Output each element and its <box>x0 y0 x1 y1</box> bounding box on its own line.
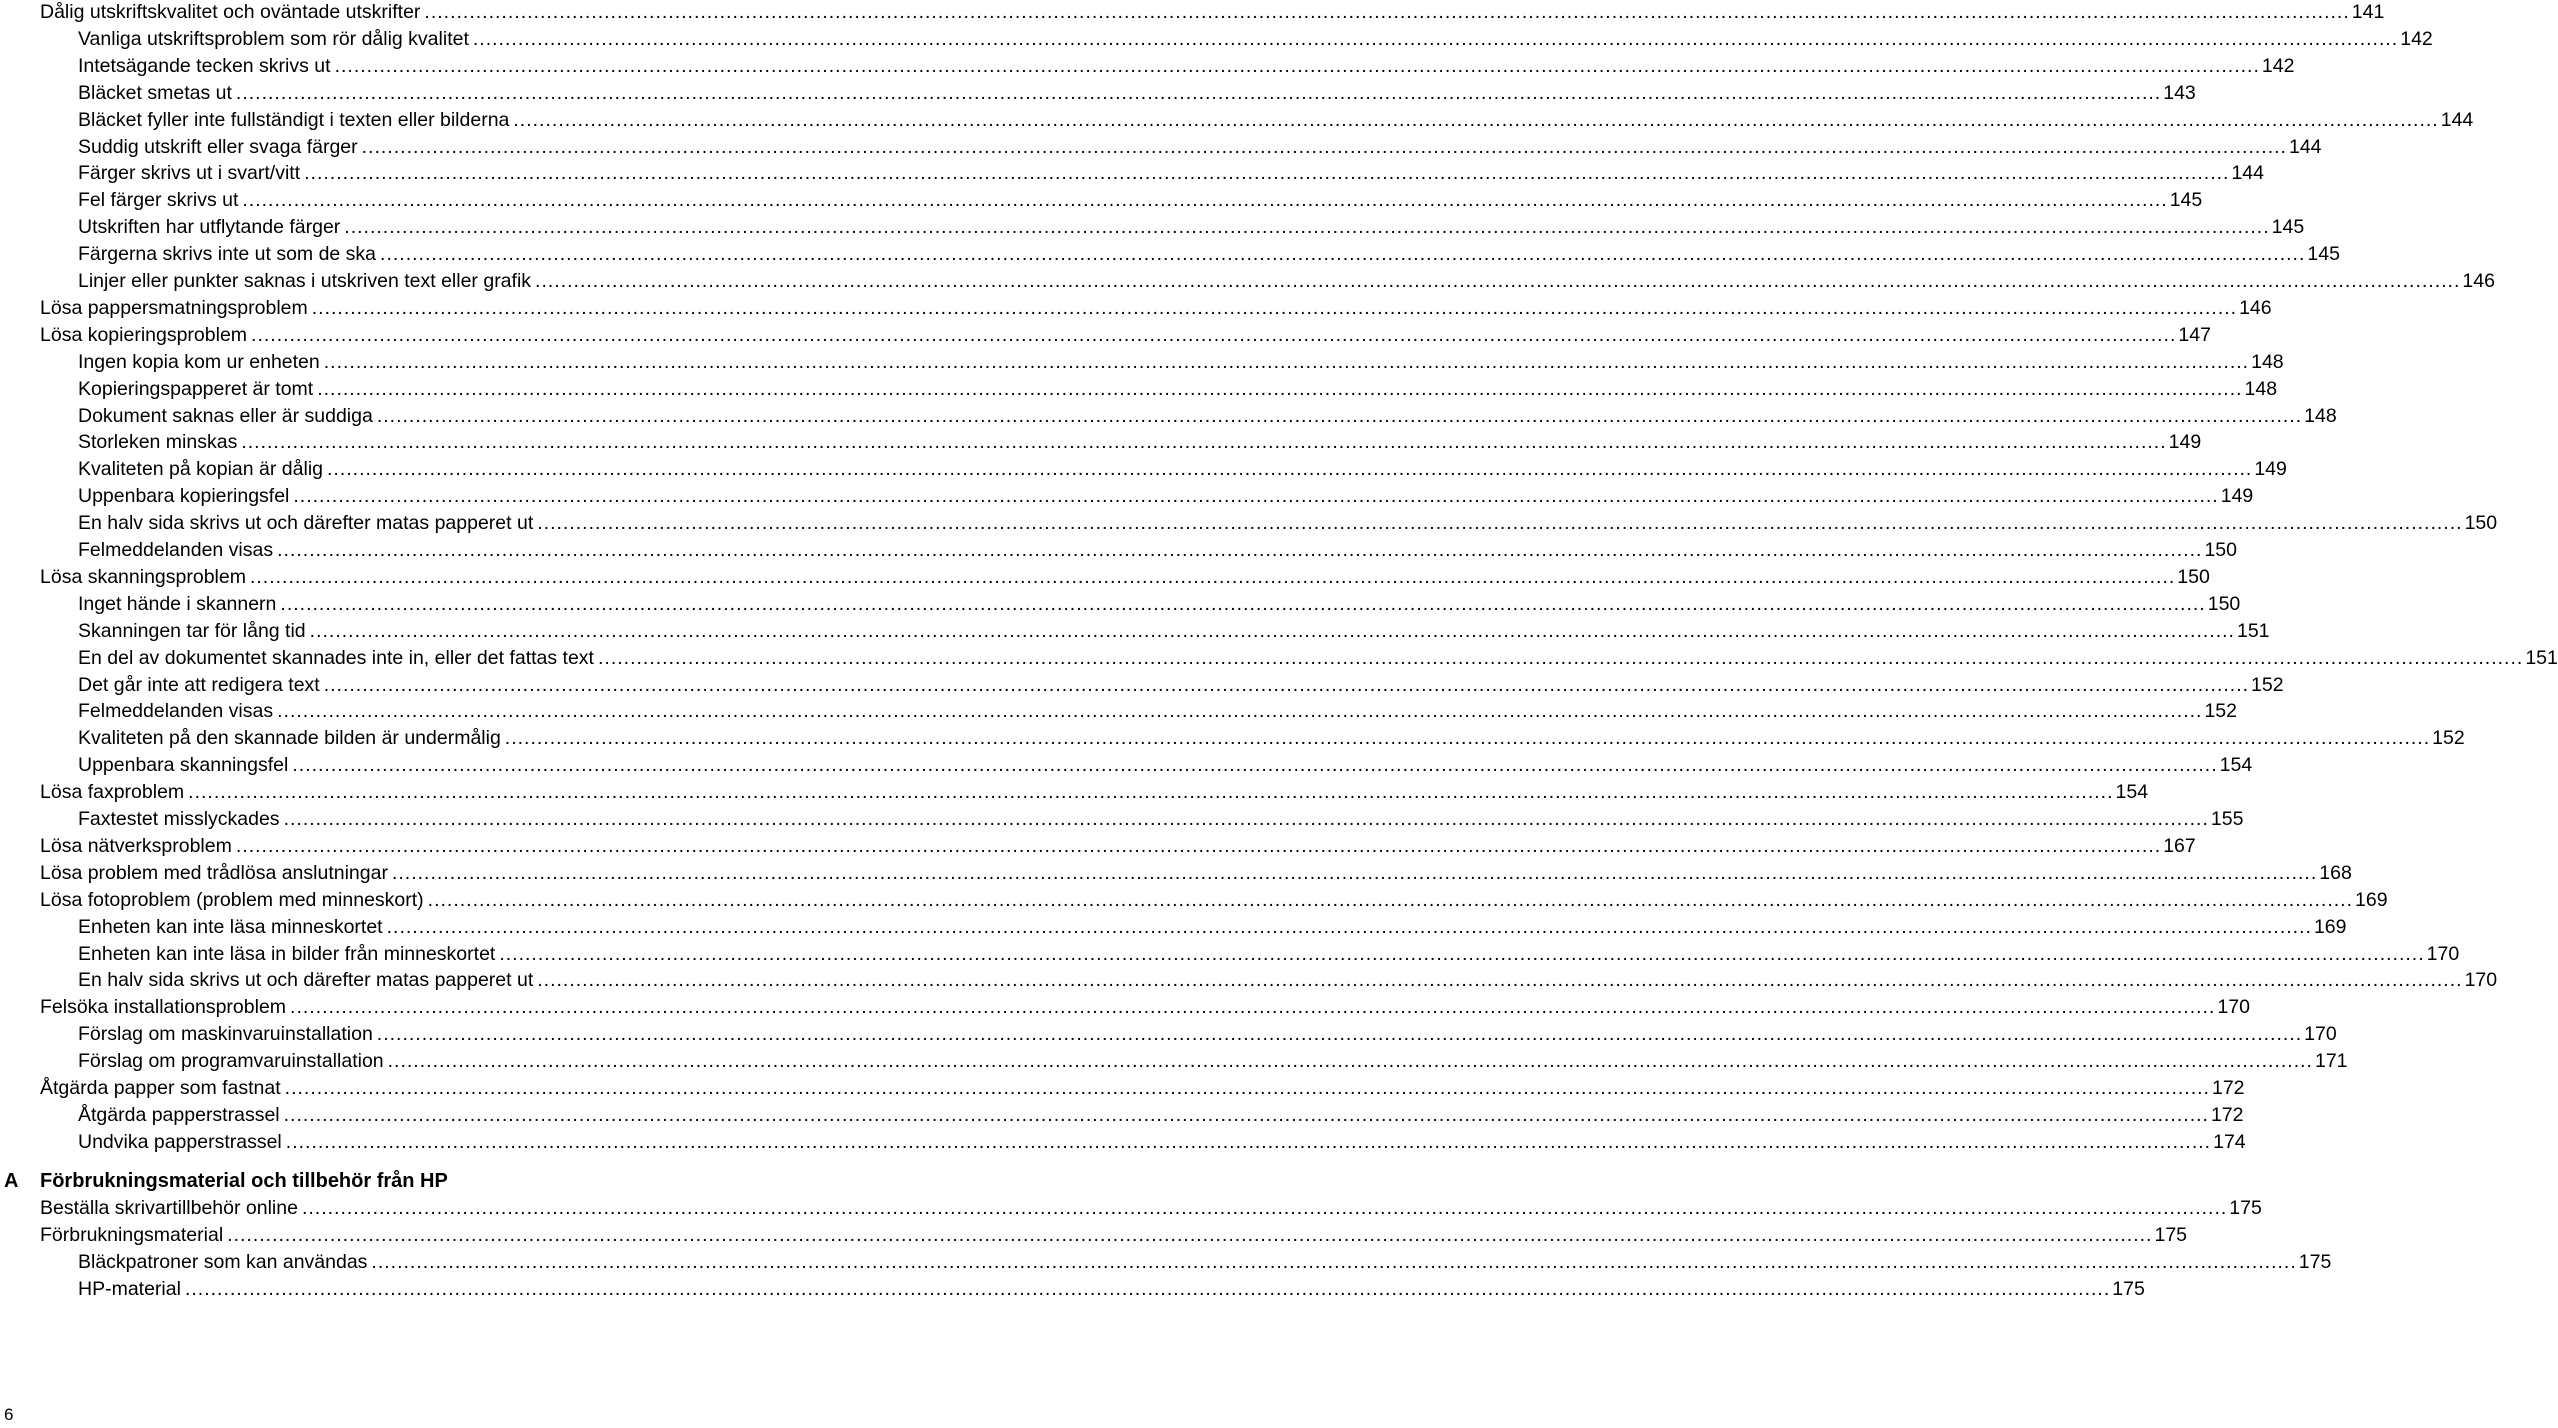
toc-entry[interactable] <box>78 1129 2246 1155</box>
toc-entry-title: Suddig utskrift eller svaga färger <box>78 135 358 158</box>
toc-entry[interactable] <box>40 994 2250 1020</box>
toc-entry[interactable] <box>78 107 2474 133</box>
toc-entry-title: Förslag om maskinvaruinstallation <box>78 1023 373 1046</box>
toc-entry-page: 152 <box>2204 700 2237 723</box>
toc-entry[interactable] <box>78 160 2264 186</box>
dot-leader: ............................................................................................................................................................................................................................................................................................................ <box>290 996 2216 1019</box>
toc-entry-title: En halv sida skrivs ut och därefter matas papperet ut <box>78 969 534 992</box>
toc-entry-page: 175 <box>2112 1277 2145 1300</box>
toc-entry-title: Förbrukningsmaterial <box>40 1223 224 1246</box>
toc-entry-title: Förslag om programvaruinstallation <box>78 1050 384 1073</box>
toc-entry-title: Åtgärda papperstrassel <box>78 1103 280 1126</box>
toc-entry-page: 170 <box>2217 996 2250 1019</box>
dot-leader: ............................................................................................................................................................................................................................................................................................................ <box>301 1197 2228 1219</box>
toc-entry-title: Felsöka installationsproblem <box>40 996 287 1019</box>
toc-entry-page: 149 <box>2254 458 2287 481</box>
dot-leader: ............................................................................................................................................................................................................................................................................................................ <box>376 404 2303 427</box>
dot-leader: ............................................................................................................................................................................................................................................................................................................ <box>242 189 2168 212</box>
toc-entry-title: Lösa kopieringsproblem <box>40 323 248 346</box>
toc-entry-page: 175 <box>2298 1250 2332 1273</box>
toc-entry[interactable] <box>40 1222 2188 1248</box>
toc-entry-title: Åtgärda papper som fastnat <box>40 1077 281 1099</box>
dot-leader: ............................................................................................................................................................................................................................................................................................................ <box>277 539 2203 561</box>
toc-entry-page: 144 <box>2231 162 2264 185</box>
toc-entry-page: 175 <box>2229 1197 2262 1219</box>
toc-entry-page: 152 <box>2432 727 2465 750</box>
toc-entry-page: 151 <box>2525 646 2558 669</box>
toc-entry[interactable] <box>78 645 2558 671</box>
dot-leader: ............................................................................................................................................................................................................................................................................................................ <box>293 485 2219 508</box>
dot-leader: ............................................................................................................................................................................................................................................................................................................ <box>504 727 2431 750</box>
toc-entry-title: Linjer eller punkter saknas i utskriven text eller grafik <box>78 270 532 292</box>
toc-entry-title: Det går inte att redigera text <box>78 673 320 696</box>
toc-entry-title: Dålig utskriftskvalitet och oväntade utskrifter <box>40 1 421 23</box>
toc-entry-title: Storleken minskas <box>78 431 238 454</box>
toc-entry-title: Lösa faxproblem <box>40 781 185 804</box>
dot-leader: ............................................................................................................................................................................................................................................................................................................ <box>334 54 2260 77</box>
dot-leader: ............................................................................................................................................................................................................................................................................................................ <box>380 243 2306 266</box>
toc-entry[interactable] <box>78 698 2237 724</box>
toc-entry[interactable] <box>78 914 2347 940</box>
dot-leader: ............................................................................................................................................................................................................................................................................................................ <box>284 1077 2210 1099</box>
dot-leader: ............................................................................................................................................................................................................................................................................................................ <box>513 108 2439 131</box>
toc-entry-title: Beställa skrivartillbehör online <box>40 1197 298 1219</box>
toc-entry-page: 142 <box>2400 27 2433 50</box>
dot-leader: ............................................................................................................................................................................................................................................................................................................ <box>184 1277 2111 1300</box>
toc-entry[interactable] <box>78 1102 2244 1128</box>
dot-leader: ............................................................................................................................................................................................................................................................................................................ <box>371 1250 2297 1273</box>
dot-leader: ............................................................................................................................................................................................................................................................................................................ <box>304 162 2230 185</box>
toc-entry[interactable] <box>40 564 2210 590</box>
toc-entry[interactable] <box>78 214 2305 240</box>
toc-entry-page: 146 <box>2462 270 2495 292</box>
toc-entry-title: Faxtestet misslyckades <box>78 808 280 830</box>
dot-leader: ............................................................................................................................................................................................................................................................................................................ <box>188 781 2114 804</box>
toc-entry-title: Inget hände i skannern <box>78 592 277 615</box>
dot-leader: ............................................................................................................................................................................................................................................................................................................ <box>283 1103 2209 1126</box>
toc-entry[interactable] <box>78 403 2337 429</box>
toc-entry-page: 151 <box>2236 619 2270 642</box>
toc-entry-title: Bläcket smetas ut <box>78 81 232 104</box>
toc-entry-page: 150 <box>2177 565 2210 588</box>
toc-entry-title: Bläckpatroner som kan användas <box>78 1250 368 1273</box>
toc-entry-title: Uppenbara skanningsfel <box>78 754 289 777</box>
dot-leader: ............................................................................................................................................................................................................................................................................................................ <box>323 350 2250 373</box>
dot-leader: ............................................................................................................................................................................................................................................................................................................ <box>344 216 2270 239</box>
dot-leader: ............................................................................................................................................................................................................................................................................................................ <box>311 296 2238 319</box>
toc-entry-page: 147 <box>2178 323 2211 346</box>
toc-entry-page: 174 <box>2213 1130 2246 1153</box>
toc-entry[interactable] <box>78 941 2460 967</box>
toc-entry-title: Dokument saknas eller är suddiga <box>78 404 373 427</box>
toc-entry-page: 145 <box>2169 189 2203 212</box>
toc-entry[interactable] <box>78 672 2284 698</box>
toc-entry[interactable] <box>78 26 2433 52</box>
toc-entry[interactable] <box>78 1021 2337 1047</box>
toc-entry-title: Ingen kopia kom ur enheten <box>78 350 320 373</box>
toc-entry-page: 148 <box>2304 404 2337 427</box>
toc-entry[interactable] <box>78 483 2254 509</box>
toc-entry[interactable] <box>78 1249 2332 1275</box>
toc-entry-page: 150 <box>2204 539 2237 561</box>
toc-entry[interactable] <box>78 349 2284 375</box>
toc-entry-page: 144 <box>2440 108 2474 131</box>
toc-entry-page: 143 <box>2163 81 2196 104</box>
toc-entry[interactable] <box>78 510 2498 536</box>
dot-leader: ............................................................................................................................................................................................................................................................................................................ <box>323 673 2250 696</box>
toc-entry-page: 148 <box>2244 377 2278 400</box>
dot-leader: ............................................................................................................................................................................................................................................................................................................ <box>251 323 2177 346</box>
dot-leader: ............................................................................................................................................................................................................................................................................................................ <box>376 1023 2303 1046</box>
dot-leader: ............................................................................................................................................................................................................................................................................................................ <box>249 565 2176 588</box>
toc-entry[interactable] <box>40 860 2352 886</box>
dot-leader: ............................................................................................................................................................................................................................................................................................................ <box>427 888 2353 911</box>
dot-leader: ............................................................................................................................................................................................................................................................................................................ <box>309 619 2235 642</box>
dot-leader: ............................................................................................................................................................................................................................................................................................................ <box>387 1050 2313 1073</box>
toc-entry-page: 154 <box>2115 781 2149 804</box>
toc-entry-title: Färgerna skrivs inte ut som de ska <box>78 243 377 266</box>
toc-entry[interactable] <box>40 1075 2245 1101</box>
toc-entry[interactable] <box>40 322 2211 348</box>
toc-entry-title: Lösa nätverksproblem <box>40 834 232 857</box>
toc-entry-page: 150 <box>2464 512 2498 535</box>
toc-entry-title: HP-material <box>78 1277 181 1300</box>
toc-entry[interactable] <box>78 1048 2348 1074</box>
toc-entry-page: 150 <box>2207 592 2241 615</box>
toc-entry-page: 169 <box>2355 888 2388 911</box>
toc-entry-title: Felmeddelanden visas <box>78 539 274 561</box>
dot-leader: ............................................................................................................................................................................................................................................................................................................ <box>391 861 2318 884</box>
toc-entry-page: 149 <box>2220 485 2254 508</box>
dot-leader: ............................................................................................................................................................................................................................................................................................................ <box>386 915 2312 938</box>
dot-leader: ............................................................................................................................................................................................................................................................................................................ <box>227 1223 2153 1246</box>
toc-entry[interactable] <box>78 618 2270 644</box>
toc-entry-page: 146 <box>2239 296 2272 319</box>
toc-entry[interactable] <box>78 268 2495 294</box>
toc-entry[interactable] <box>78 134 2322 160</box>
dot-leader: ............................................................................................................................................................................................................................................................................................................ <box>537 969 2463 992</box>
dot-leader: ............................................................................................................................................................................................................................................................................................................ <box>361 135 2287 158</box>
dot-leader: ............................................................................................................................................................................................................................................................................................................ <box>235 81 2162 104</box>
dot-leader: ............................................................................................................................................................................................................................................................................................................ <box>499 942 2425 965</box>
dot-leader: ............................................................................................................................................................................................................................................................................................................ <box>424 1 2350 23</box>
toc-entry-title: Färger skrivs ut i svart/vitt <box>78 162 301 185</box>
toc-entry[interactable] <box>78 80 2196 106</box>
dot-leader: ............................................................................................................................................................................................................................................................................................................ <box>235 834 2162 857</box>
appendix-letter: A <box>4 1170 19 1192</box>
toc-entry-title: Enheten kan inte läsa minneskortet <box>78 915 383 938</box>
toc-entry-title: Lösa fotoproblem (problem med minneskort) <box>40 888 424 911</box>
toc-entry[interactable] <box>78 537 2237 563</box>
toc-entry-title: Fel färger skrivs ut <box>78 189 239 212</box>
dot-leader: ............................................................................................................................................................................................................................................................................................................ <box>535 270 2461 292</box>
toc-entry[interactable] <box>40 1195 2262 1221</box>
dot-leader: ............................................................................................................................................................................................................................................................................................................ <box>285 1130 2212 1153</box>
toc-entry-page: 170 <box>2464 969 2498 992</box>
toc-entry[interactable] <box>78 429 2202 455</box>
toc-entry-title: Undvika papperstrassel <box>78 1130 282 1153</box>
toc-entry[interactable] <box>78 967 2498 993</box>
toc-entry-page: 169 <box>2313 915 2347 938</box>
toc-entry-page: 154 <box>2219 754 2253 777</box>
toc-entry-title: En del av dokumentet skannades inte in, eller det fattas text <box>78 646 594 669</box>
toc-entry-title: Enheten kan inte läsa in bilder från minneskortet <box>78 942 496 965</box>
toc-entry-page: 171 <box>2314 1050 2348 1073</box>
toc-entry-page: 142 <box>2261 54 2295 77</box>
toc-entry[interactable] <box>78 1276 2145 1302</box>
appendix-title: Förbrukningsmaterial och tillbehör från HP <box>40 1170 448 1192</box>
toc-entry-page: 172 <box>2210 1103 2244 1126</box>
dot-leader: ............................................................................................................................................................................................................................................................................................................ <box>597 646 2524 669</box>
toc-entry[interactable] <box>78 456 2287 482</box>
toc-entry[interactable] <box>40 833 2196 859</box>
dot-leader: ............................................................................................................................................................................................................................................................................................................ <box>327 458 2253 481</box>
toc-entry-page: 172 <box>2211 1077 2245 1099</box>
page-number: 6 <box>4 1405 14 1424</box>
toc-entry-page: 141 <box>2351 1 2385 23</box>
toc-entry[interactable] <box>78 725 2465 751</box>
toc-entry-title: Lösa pappersmatningsproblem <box>40 296 308 319</box>
toc-entry-page: 175 <box>2154 1223 2188 1246</box>
toc-entry-title: Skanningen tar för lång tid <box>78 619 306 642</box>
toc-entry-page: 152 <box>2251 673 2284 696</box>
toc-entry[interactable] <box>78 241 2340 267</box>
toc-entry-title: Lösa problem med trådlösa anslutningar <box>40 861 388 884</box>
toc-entry-title: Kvaliteten på kopian är dålig <box>78 458 323 481</box>
dot-leader: ............................................................................................................................................................................................................................................................................................................ <box>317 377 2243 400</box>
toc-entry-page: 145 <box>2307 243 2340 266</box>
toc-entry[interactable] <box>78 806 2244 832</box>
dot-leader: ............................................................................................................................................................................................................................................................................................................ <box>241 431 2167 454</box>
dot-leader: ............................................................................................................................................................................................................................................................................................................ <box>283 808 2209 830</box>
toc-entry-page: 168 <box>2319 861 2352 884</box>
toc-entry[interactable] <box>78 376 2278 402</box>
toc-entry-title: Kvaliteten på den skannade bilden är undermålig <box>78 727 501 750</box>
dot-leader: ............................................................................................................................................................................................................................................................................................................ <box>292 754 2218 777</box>
dot-leader: ............................................................................................................................................................................................................................................................................................................ <box>280 592 2206 615</box>
toc-entry[interactable] <box>78 187 2203 213</box>
toc-entry-title: Kopieringspapperet är tomt <box>78 377 314 400</box>
toc-entry-page: 144 <box>2288 135 2322 158</box>
toc-entry-title: Felmeddelanden visas <box>78 700 274 723</box>
toc-entry[interactable] <box>78 53 2295 79</box>
dot-leader: ............................................................................................................................................................................................................................................................................................................ <box>472 27 2399 50</box>
toc-entry-title: Vanliga utskriftsproblem som rör dålig kvalitet <box>78 27 469 50</box>
toc-entry-page: 170 <box>2426 942 2460 965</box>
toc-entry-page: 145 <box>2271 216 2305 239</box>
toc-entry-title: Bläcket fyller inte fullständigt i texten eller bilderna <box>78 108 510 131</box>
toc-entry[interactable] <box>78 591 2241 617</box>
toc-entry[interactable] <box>40 779 2149 805</box>
toc-entry-title: Intetsägande tecken skrivs ut <box>78 54 331 77</box>
toc-entry-title: En halv sida skrivs ut och därefter matas papperet ut <box>78 512 534 535</box>
dot-leader: ............................................................................................................................................................................................................................................................................................................ <box>277 700 2203 723</box>
toc-entry-title: Utskriften har utflytande färger <box>78 216 341 239</box>
toc-entry-page: 167 <box>2163 834 2196 857</box>
toc-entry-page: 149 <box>2168 431 2202 454</box>
dot-leader: ............................................................................................................................................................................................................................................................................................................ <box>537 512 2463 535</box>
toc-entry[interactable] <box>40 887 2388 913</box>
toc-entry[interactable] <box>78 752 2253 778</box>
toc-entry[interactable] <box>40 0 2385 25</box>
toc-entry-page: 148 <box>2251 350 2284 373</box>
toc-entry-page: 155 <box>2210 808 2244 830</box>
toc-entry-title: Lösa skanningsproblem <box>40 565 246 588</box>
toc-entry-title: Uppenbara kopieringsfel <box>78 485 290 508</box>
toc-entry[interactable] <box>40 295 2272 321</box>
toc-entry-page: 170 <box>2304 1023 2337 1046</box>
